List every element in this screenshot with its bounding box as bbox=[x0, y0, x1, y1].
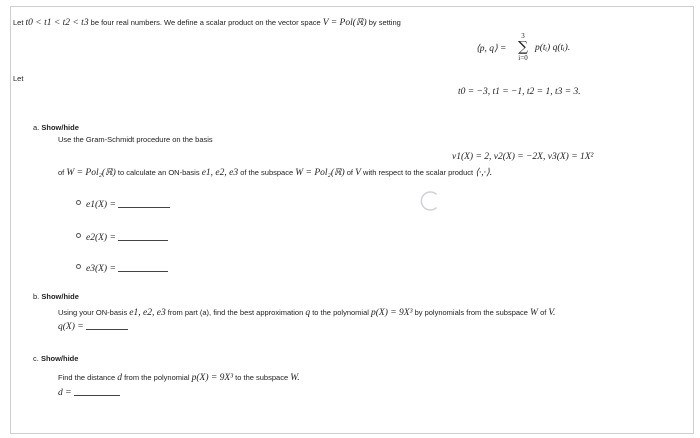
let-label: Let bbox=[13, 74, 24, 83]
part-b-marker: b. bbox=[33, 292, 40, 301]
part-a-V-math: V bbox=[355, 168, 361, 178]
part-c-text-1: Find the distance bbox=[58, 373, 116, 382]
part-a-sp-math: ⟨·,·⟩. bbox=[475, 168, 493, 178]
part-b-V-math: V. bbox=[548, 308, 556, 318]
answer-e3-label: e3(X) = bbox=[86, 264, 116, 274]
formula-rhs: p(tᵢ) q(tᵢ). bbox=[535, 43, 571, 53]
intro-order-math: t0 < t1 < t2 < t3 bbox=[25, 18, 89, 28]
part-a-text-sub: of the subspace bbox=[240, 168, 294, 177]
part-b-text-1: Using your ON-basis bbox=[58, 308, 128, 317]
answer-e1-input[interactable] bbox=[118, 207, 170, 208]
answer-e1-row bbox=[76, 200, 170, 210]
values-math: t0 = −3, t1 = −1, t2 = 1, t3 = 3. bbox=[458, 87, 581, 97]
formula-lhs: ⟨p, q⟩ = bbox=[476, 44, 507, 54]
part-c-header[interactable] bbox=[33, 354, 78, 363]
answer-e1-label: e1(X) = bbox=[86, 200, 116, 210]
sum-bottom: i=0 bbox=[518, 54, 528, 62]
answer-e2-input[interactable] bbox=[118, 240, 168, 241]
part-c-W-math: W. bbox=[290, 373, 300, 383]
sum-symbol bbox=[513, 32, 533, 62]
part-c-text-line bbox=[58, 373, 300, 383]
bullet-icon bbox=[76, 200, 81, 205]
part-b-text-3: to the polynomial bbox=[312, 308, 369, 317]
answer-e3-input[interactable] bbox=[118, 271, 168, 272]
part-b-p-math: p(X) = 9X³ bbox=[371, 308, 413, 318]
answer-q-row bbox=[58, 322, 128, 332]
part-a-text-line bbox=[58, 167, 492, 178]
problem-frame bbox=[10, 6, 694, 434]
part-b-W-math: W bbox=[530, 308, 538, 318]
part-b-e-math: e1, e2, e3 bbox=[129, 308, 166, 318]
part-a-marker: a. bbox=[33, 123, 40, 132]
answer-e3-row bbox=[76, 264, 168, 274]
sigma-glyph: ∑ bbox=[518, 39, 528, 55]
part-b-text-5: of bbox=[540, 308, 547, 317]
part-a-basis-math: v1(X) = 2, v2(X) = −2X, v3(X) = 1X² bbox=[452, 152, 594, 162]
answer-d-row bbox=[58, 388, 120, 398]
part-a-text-resp: with respect to the scalar product bbox=[363, 168, 474, 177]
intro-space-math: V = Pol(ℝ) bbox=[322, 18, 367, 28]
part-b-toggle[interactable]: Show/hide bbox=[41, 292, 79, 301]
part-c-text-2: from the polynomial bbox=[124, 373, 190, 382]
intro-line bbox=[13, 17, 401, 28]
part-a-instruction: Use the Gram-Schmidt procedure on the basis bbox=[58, 135, 213, 144]
part-a-W-math-2: W = Pol₂(ℝ) bbox=[295, 168, 345, 178]
bullet-icon bbox=[76, 264, 81, 269]
intro-let: Let bbox=[13, 18, 24, 27]
answer-d-label: d = bbox=[58, 388, 72, 398]
intro-text-1: be four real numbers. We define a scalar product on the vector space bbox=[90, 18, 321, 27]
answer-e2-label: e2(X) = bbox=[86, 233, 116, 243]
part-c-p-math: p(X) = 9X³ bbox=[191, 373, 234, 383]
part-a-text-of: of bbox=[58, 168, 65, 177]
answer-q-input[interactable] bbox=[86, 329, 128, 330]
part-a-W-math: W = Pol₂(ℝ) bbox=[66, 168, 116, 178]
part-c-toggle[interactable]: Show/hide bbox=[40, 354, 79, 363]
part-b-text-4: by polynomials from the subspace bbox=[414, 308, 528, 317]
intro-text-2: by setting bbox=[368, 18, 401, 27]
sum-top: 3 bbox=[521, 32, 525, 40]
part-c-marker: c. bbox=[33, 354, 39, 363]
part-c-text-3: to the subspace bbox=[235, 373, 289, 382]
answer-e2-row bbox=[76, 233, 168, 243]
loading-arc-icon bbox=[418, 190, 440, 212]
part-c-d-math: d bbox=[117, 373, 122, 383]
part-b-text-2: from part (a), find the best approximation bbox=[167, 308, 304, 317]
part-a-header[interactable] bbox=[33, 123, 79, 132]
part-a-text-calc: to calculate an ON-basis bbox=[117, 168, 200, 177]
part-a-text-of-2: of bbox=[346, 168, 354, 177]
answer-q-label: q(X) = bbox=[58, 322, 84, 332]
answer-d-input[interactable] bbox=[74, 395, 120, 396]
part-b-q-math: q bbox=[305, 308, 311, 318]
part-a-toggle[interactable]: Show/hide bbox=[41, 123, 79, 132]
part-b-header[interactable] bbox=[33, 292, 79, 301]
part-a-e-math: e1, e2, e3 bbox=[201, 168, 239, 178]
part-b-text-line bbox=[58, 308, 555, 318]
bullet-icon bbox=[76, 233, 81, 238]
